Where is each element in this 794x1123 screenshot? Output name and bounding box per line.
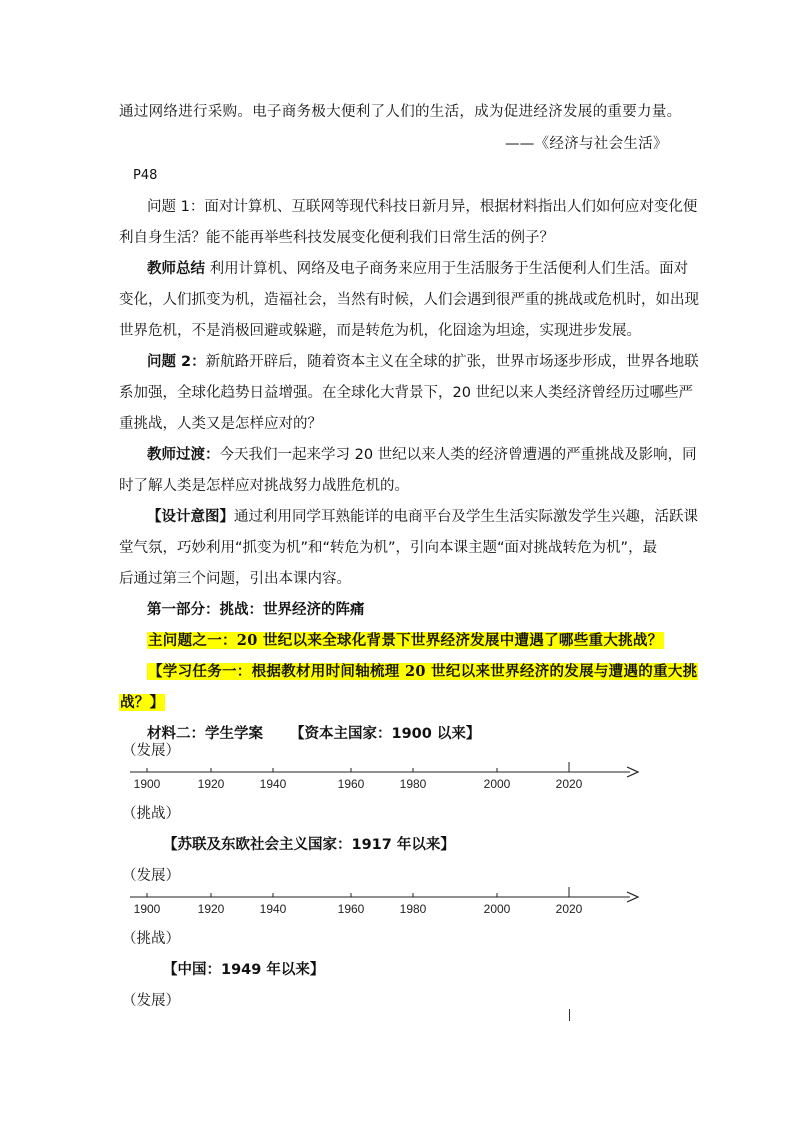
teacher-transition-line-2: 时了解人类是怎样应对挑战努力战胜危机的。: [119, 478, 409, 494]
capitalist-heading: 【资本主国家：1900 以来】: [290, 726, 481, 742]
material-two-label: 材料二：学生学案: [147, 726, 263, 742]
soviet-heading: 【苏联及东欧社会主义国家：1917 年以来】: [163, 837, 455, 853]
timeline-1: [130, 757, 650, 797]
question-2-line-1: 问题 2：新航路开辟后，随着资本主义在全球的扩张，世界市场逐步形成，世界各地联: [147, 354, 699, 370]
question-2-label: 问题 2：: [147, 354, 206, 370]
main-question: 主问题之一：20 世纪以来全球化背景下世界经济发展中遭遇了哪些重大挑战？: [148, 632, 663, 649]
timeline-year-label: 1980: [399, 902, 427, 916]
timeline-year-label: 1900: [133, 777, 161, 791]
timeline-3-tick-fragment: [569, 1009, 570, 1021]
question-1-line-1: 问题 1：面对计算机、互联网等现代科技日新月异，根据材料指出人们如何应对变化便: [147, 199, 698, 215]
timeline-year-label: 2000: [483, 777, 511, 791]
question-1-label: 问题 1：: [147, 199, 205, 215]
question-2-line-3: 重挑战，人类又是怎样应对的？: [119, 416, 322, 432]
timeline-2-challenge-label: （挑战）: [122, 931, 180, 947]
timeline-year-label: 1900: [133, 902, 161, 916]
timeline-year-label: 1940: [259, 902, 287, 916]
material-one-text: 通过网络进行采购。电子商务极大便利了人们的生活，成为促进经济发展的重要力量。: [119, 104, 682, 120]
teacher-summary-line-3: 世界危机，不是消极回避或躲避，而是转危为机，化囧途为坦途，实现进步发展。: [119, 323, 641, 339]
timeline-year-label: 2020: [555, 902, 583, 916]
timeline-2-development-label: （发展）: [122, 868, 180, 884]
timeline-1-development-label: （发展）: [122, 743, 180, 759]
design-intent-line-2: 堂气氛，巧妙利用“抓变为机”和“转危为机”，引向本课主题“面对挑战转危为机”，最: [119, 540, 658, 556]
teacher-summary-line-2: 变化，人们抓变为机，造福社会，当然有时候，人们会遇到很严重的挑战或危机时，如出现: [119, 292, 699, 308]
design-intent-line-1: 【设计意图】通过利用同学耳熟能详的电商平台及学生生活实际激发学生兴趣，活跃课: [147, 509, 698, 525]
teacher-summary-label: 教师总结: [147, 261, 205, 277]
timeline-year-label: 2000: [483, 902, 511, 916]
timeline-year-label: 1980: [399, 777, 427, 791]
learning-task-line-2: 战？】: [120, 694, 165, 711]
timeline-year-label: 1920: [197, 902, 225, 916]
timeline-year-label: 1960: [337, 777, 365, 791]
timeline-year-label: 1920: [197, 777, 225, 791]
question-1-line-2: 利自身生活？能不能再举些科技发展变化便利我们日常生活的例子？: [119, 230, 554, 246]
learning-task-line-1: 【学习任务一：根据教材用时间轴梳理 20 世纪以来世界经济的发展与遭遇的重大挑: [148, 663, 698, 680]
part-one-heading: 第一部分：挑战：世界经济的阵痛: [147, 602, 365, 618]
teacher-transition-line-1: 教师过渡：今天我们一起来学习 20 世纪以来人类的经济曾遭遇的严重挑战及影响，同: [147, 447, 697, 463]
timeline-1-challenge-label: （挑战）: [122, 806, 180, 822]
teacher-transition-label: 教师过渡：: [147, 447, 220, 463]
china-heading: 【中国：1949 年以来】: [163, 962, 325, 978]
timeline-3-development-label: （发展）: [122, 993, 180, 1009]
timeline-year-label: 1960: [337, 902, 365, 916]
timeline-year-label: 2020: [555, 777, 583, 791]
teacher-summary-line-1: 教师总结 利用计算机、网络及电子商务来应用于生活服务于生活便利人们生活。面对: [147, 261, 689, 277]
design-intent-line-3: 后通过第三个问题，引出本课内容。: [119, 571, 351, 587]
timeline-2: [130, 882, 650, 922]
timeline-year-label: 1940: [259, 777, 287, 791]
design-intent-label: 【设计意图】: [147, 509, 234, 525]
material-one-source: ——《经济与社会生活》: [505, 136, 668, 152]
page-reference: P48: [133, 168, 158, 183]
question-2-line-2: 系加强，全球化趋势日益增强。在全球化大背景下，20 世纪以来人类经济曾经历过哪些严: [119, 385, 694, 401]
